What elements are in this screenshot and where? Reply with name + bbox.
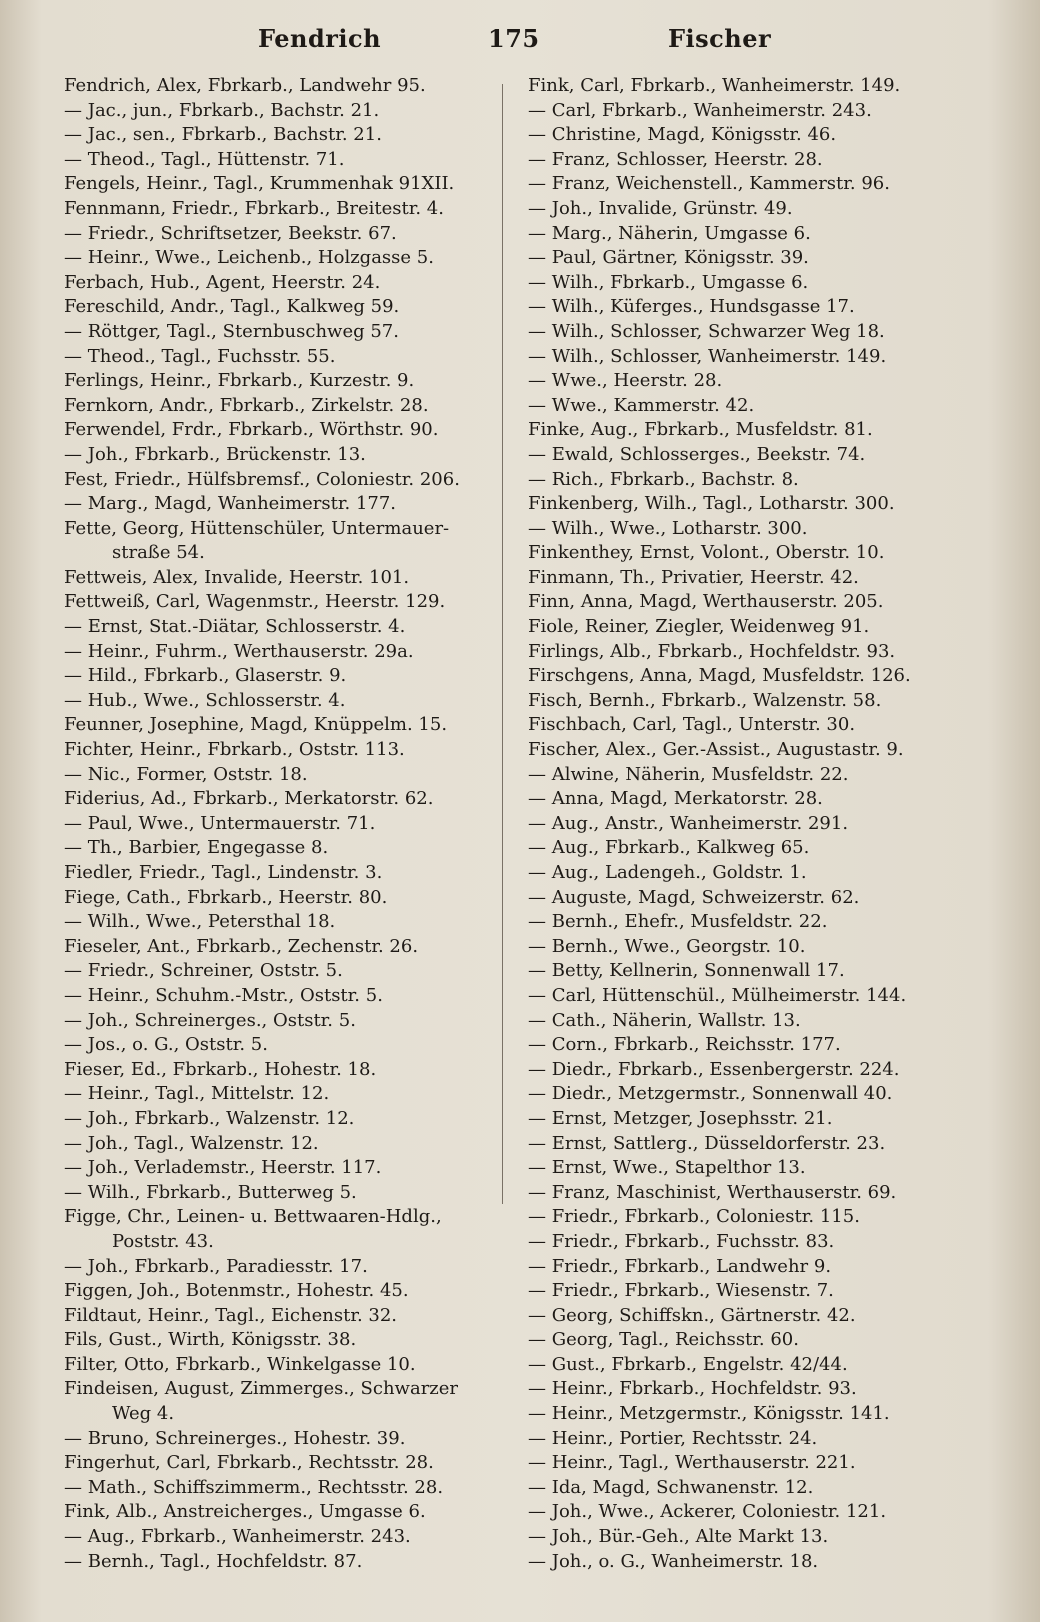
directory-entry: Ferbach, Hub., Agent, Heerstr. 24. (64, 271, 381, 293)
directory-entry: Filter, Otto, Fbrkarb., Winkelgasse 10. (64, 1353, 416, 1375)
directory-entry: Ferlings, Heinr., Fbrkarb., Kurzestr. 9. (64, 370, 415, 392)
directory-entry: — Diedr., Metzgermstr., Sonnenwall 40. (528, 1083, 893, 1105)
directory-entry: Feunner, Josephine, Magd, Knüppelm. 15. (64, 714, 448, 736)
directory-entry: — Franz, Maschinist, Werthauserstr. 69. (528, 1181, 897, 1203)
directory-entry: — Bernh., Ehefr., Musfeldstr. 22. (528, 911, 828, 933)
directory-entry: Fisch, Bernh., Fbrkarb., Walzenstr. 58. (528, 689, 882, 711)
directory-entry: — Wilh., Fbrkarb., Umgasse 6. (528, 271, 809, 293)
directory-entry: Fiole, Reiner, Ziegler, Weidenweg 91. (528, 616, 870, 638)
directory-entry: — Heinr., Schuhm.-Mstr., Oststr. 5. (64, 984, 383, 1006)
directory-entry: Fendrich, Alex, Fbrkarb., Landwehr 95. (64, 75, 426, 96)
directory-entry: Weg 4. (112, 1403, 175, 1425)
page-header (0, 24, 1040, 64)
directory-entry: Findeisen, August, Zimmerges., Schwarzer (64, 1378, 459, 1400)
directory-entry: Fieser, Ed., Fbrkarb., Hohestr. 18. (64, 1058, 377, 1080)
directory-entry: Fiege, Cath., Fbrkarb., Heerstr. 80. (64, 886, 388, 908)
directory-entry: Fiderius, Ad., Fbrkarb., Merkatorstr. 62. (64, 788, 434, 810)
directory-entry: — Marg., Näherin, Umgasse 6. (528, 222, 811, 244)
directory-entry: Fils, Gust., Wirth, Königsstr. 38. (64, 1329, 357, 1351)
directory-entry: Fettweiß, Carl, Wagenmstr., Heerstr. 129. (64, 591, 446, 613)
directory-entry: — Marg., Magd, Wanheimerstr. 177. (64, 493, 397, 515)
directory-entry: Fischer, Alex., Ger.-Assist., Augustastr. 9. (528, 739, 904, 761)
directory-entry: Ferwendel, Frdr., Fbrkarb., Wörthstr. 90. (64, 419, 439, 441)
directory-entry: — Joh., Schreinerges., Oststr. 5. (64, 1009, 356, 1031)
directory-entry: — Georg, Schiffskn., Gärtnerstr. 42. (528, 1304, 856, 1326)
directory-entry: — Cath., Näherin, Wallstr. 13. (528, 1009, 801, 1031)
directory-entry: — Friedr., Fbrkarb., Coloniestr. 115. (528, 1206, 860, 1228)
directory-entry: — Carl, Hüttenschül., Mülheimerstr. 144. (528, 984, 907, 1006)
directory-entry: — Joh., Fbrkarb., Paradiesstr. 17. (64, 1255, 368, 1277)
directory-entry: — Wilh., Schlosser, Wanheimerstr. 149. (528, 345, 887, 367)
directory-entry: — Bernh., Tagl., Hochfeldstr. 87. (64, 1550, 363, 1572)
directory-entry: — Franz, Schlosser, Heerstr. 28. (528, 148, 823, 170)
directory-entry: — Georg, Tagl., Reichsstr. 60. (528, 1329, 799, 1351)
directory-entry: Fengels, Heinr., Tagl., Krummenhak 91XII. (64, 173, 455, 195)
directory-entry: Firschgens, Anna, Magd, Musfeldstr. 126. (528, 665, 911, 687)
directory-entry: — Wilh., Fbrkarb., Butterweg 5. (64, 1181, 357, 1203)
directory-entry: — Nic., Former, Oststr. 18. (64, 763, 308, 785)
directory-entry: — Joh., Wwe., Ackerer, Coloniestr. 121. (528, 1501, 887, 1523)
directory-entry: — Ernst, Wwe., Stapelthor 13. (528, 1157, 806, 1179)
directory-entry: Fereschild, Andr., Tagl., Kalkweg 59. (64, 296, 400, 318)
right-column (528, 74, 983, 1574)
directory-entry: — Joh., Bür.-Geh., Alte Markt 13. (528, 1526, 829, 1548)
directory-entry: — Math., Schiffszimmerm., Rechtsstr. 28. (64, 1476, 444, 1498)
directory-entry: Figgen, Joh., Botenmstr., Hohestr. 45. (64, 1280, 409, 1302)
directory-entry: — Wwe., Kammerstr. 42. (528, 394, 755, 416)
directory-entry: Fettweis, Alex, Invalide, Heerstr. 101. (64, 566, 410, 588)
directory-entry: — Friedr., Schreiner, Oststr. 5. (64, 960, 343, 982)
directory-entry: — Jos., o. G., Oststr. 5. (64, 1034, 268, 1056)
directory-entry: — Friedr., Fbrkarb., Landwehr 9. (528, 1255, 832, 1277)
page-number: 175 (488, 24, 540, 53)
header-left-word: Fendrich (258, 24, 382, 53)
directory-entry: — Hild., Fbrkarb., Glaserstr. 9. (64, 665, 347, 687)
directory-entry: — Diedr., Fbrkarb., Essenbergerstr. 224. (528, 1058, 900, 1080)
directory-entry: — Heinr., Metzgermstr., Königsstr. 141. (528, 1403, 890, 1425)
directory-entry: — Heinr., Fbrkarb., Hochfeldstr. 93. (528, 1378, 857, 1400)
directory-entry: — Heinr., Wwe., Leichenb., Holzgasse 5. (64, 247, 434, 269)
directory-entry: — Carl, Fbrkarb., Wanheimerstr. 243. (528, 99, 872, 121)
directory-entry: — Wwe., Heerstr. 28. (528, 370, 723, 392)
directory-entry: Fernkorn, Andr., Fbrkarb., Zirkelstr. 28. (64, 394, 429, 416)
directory-entry: Fiedler, Friedr., Tagl., Lindenstr. 3. (64, 862, 383, 883)
directory-entry: Fischbach, Carl, Tagl., Unterstr. 30. (528, 714, 856, 736)
directory-entry: Finn, Anna, Magd, Werthauserstr. 205. (528, 591, 884, 613)
directory-entry: — Bruno, Schreinerges., Hohestr. 39. (64, 1427, 406, 1449)
directory-entry: — Aug., Ladengeh., Goldstr. 1. (528, 862, 807, 883)
directory-entry: — Corn., Fbrkarb., Reichsstr. 177. (528, 1034, 841, 1056)
directory-entry: — Ernst, Metzger, Josephsstr. 21. (528, 1107, 833, 1129)
directory-entry: straße 54. (112, 542, 205, 564)
directory-entry: — Ernst, Stat.-Diätar, Schlosserstr. 4. (64, 616, 406, 638)
directory-entry: — Heinr., Tagl., Werthauserstr. 221. (528, 1452, 856, 1474)
directory-entry: — Franz, Weichenstell., Kammerstr. 96. (528, 173, 890, 195)
directory-entry: Finke, Aug., Fbrkarb., Musfeldstr. 81. (528, 419, 873, 441)
directory-entry: Figge, Chr., Leinen- u. Bettwaaren-Hdlg., (64, 1206, 442, 1228)
directory-entry: Finkenthey, Ernst, Volont., Oberstr. 10. (528, 542, 885, 564)
directory-entry: — Th., Barbier, Engegasse 8. (64, 837, 329, 859)
left-column (64, 74, 519, 1574)
directory-entry: — Ernst, Sattlerg., Düsseldorferstr. 23. (528, 1132, 886, 1154)
directory-entry: — Joh., o. G., Wanheimerstr. 18. (528, 1550, 819, 1572)
directory-entry: — Anna, Magd, Merkatorstr. 28. (528, 788, 823, 810)
directory-entry: — Joh., Verlademstr., Heerstr. 117. (64, 1157, 382, 1179)
directory-entry: Finmann, Th., Privatier, Heerstr. 42. (528, 566, 859, 588)
directory-entry: Fichter, Heinr., Fbrkarb., Oststr. 113. (64, 739, 405, 761)
directory-entry: — Hub., Wwe., Schlosserstr. 4. (64, 689, 346, 711)
directory-entry: — Aug., Fbrkarb., Kalkweg 65. (528, 837, 810, 859)
directory-entry: — Paul, Gärtner, Königsstr. 39. (528, 247, 809, 269)
directory-entry: — Röttger, Tagl., Sternbuschweg 57. (64, 320, 399, 342)
directory-entry: Fildtaut, Heinr., Tagl., Eichenstr. 32. (64, 1304, 398, 1326)
directory-entry: — Theod., Tagl., Fuchsstr. 55. (64, 345, 336, 367)
directory-entry: Fink, Carl, Fbrkarb., Wanheimerstr. 149. (528, 75, 901, 96)
directory-entry: — Joh., Tagl., Walzenstr. 12. (64, 1132, 319, 1154)
directory-entry: — Ewald, Schlosserges., Beekstr. 74. (528, 443, 866, 465)
directory-entry: — Heinr., Portier, Rechtsstr. 24. (528, 1427, 818, 1449)
directory-entry: — Heinr., Fuhrm., Werthauserstr. 29a. (64, 640, 414, 662)
directory-entry: — Wilh., Küferges., Hundsgasse 17. (528, 296, 855, 318)
directory-entry: — Alwine, Näherin, Musfeldstr. 22. (528, 763, 849, 785)
directory-entry: — Friedr., Schriftsetzer, Beekstr. 67. (64, 222, 397, 244)
directory-entry: — Christine, Magd, Königsstr. 46. (528, 124, 837, 146)
directory-entry: — Jac., jun., Fbrkarb., Bachstr. 21. (64, 99, 380, 121)
directory-entry: — Joh., Fbrkarb., Brückenstr. 13. (64, 443, 366, 465)
directory-entry: Firlings, Alb., Fbrkarb., Hochfeldstr. 93. (528, 640, 896, 662)
directory-entry: Fingerhut, Carl, Fbrkarb., Rechtsstr. 28. (64, 1452, 434, 1474)
directory-entry: — Friedr., Fbrkarb., Wiesenstr. 7. (528, 1280, 834, 1302)
directory-entry: — Gust., Fbrkarb., Engelstr. 42/44. (528, 1353, 848, 1375)
directory-entry: — Wilh., Wwe., Lotharstr. 300. (528, 517, 808, 539)
directory-entry: Fennmann, Friedr., Fbrkarb., Breitestr. 4. (64, 197, 444, 219)
directory-entry: — Aug., Anstr., Wanheimerstr. 291. (528, 812, 849, 834)
directory-entry: — Joh., Invalide, Grünstr. 49. (528, 197, 793, 219)
directory-entry: — Jac., sen., Fbrkarb., Bachstr. 21. (64, 124, 382, 146)
directory-entry: — Auguste, Magd, Schweizerstr. 62. (528, 886, 860, 908)
directory-entry: — Wilh., Schlosser, Schwarzer Weg 18. (528, 320, 885, 342)
directory-entry: — Ida, Magd, Schwanenstr. 12. (528, 1476, 814, 1498)
directory-entry: — Paul, Wwe., Untermauerstr. 71. (64, 812, 376, 834)
directory-entry: — Aug., Fbrkarb., Wanheimerstr. 243. (64, 1526, 411, 1548)
directory-entry: Fette, Georg, Hüttenschüler, Untermauer- (64, 517, 450, 539)
directory-entry: Poststr. 43. (112, 1230, 214, 1252)
directory-entry: Finkenberg, Wilh., Tagl., Lotharstr. 300. (528, 493, 895, 515)
directory-entry: — Bernh., Wwe., Georgstr. 10. (528, 935, 806, 957)
directory-entry: Fieseler, Ant., Fbrkarb., Zechenstr. 26. (64, 935, 419, 957)
directory-entry: — Betty, Kellnerin, Sonnenwall 17. (528, 960, 845, 982)
directory-entry: — Joh., Fbrkarb., Walzenstr. 12. (64, 1107, 355, 1129)
directory-entry: Fink, Alb., Anstreicherges., Umgasse 6. (64, 1501, 426, 1523)
directory-entry: — Theod., Tagl., Hüttenstr. 71. (64, 148, 345, 170)
directory-entry: — Rich., Fbrkarb., Bachstr. 8. (528, 468, 799, 490)
directory-entry: Fest, Friedr., Hülfsbremsf., Coloniestr. 206. (64, 468, 460, 490)
header-right-word: Fischer (668, 24, 772, 53)
directory-entry: — Friedr., Fbrkarb., Fuchsstr. 83. (528, 1230, 835, 1252)
directory-entry: — Heinr., Tagl., Mittelstr. 12. (64, 1083, 330, 1105)
directory-entry: — Wilh., Wwe., Petersthal 18. (64, 911, 336, 933)
